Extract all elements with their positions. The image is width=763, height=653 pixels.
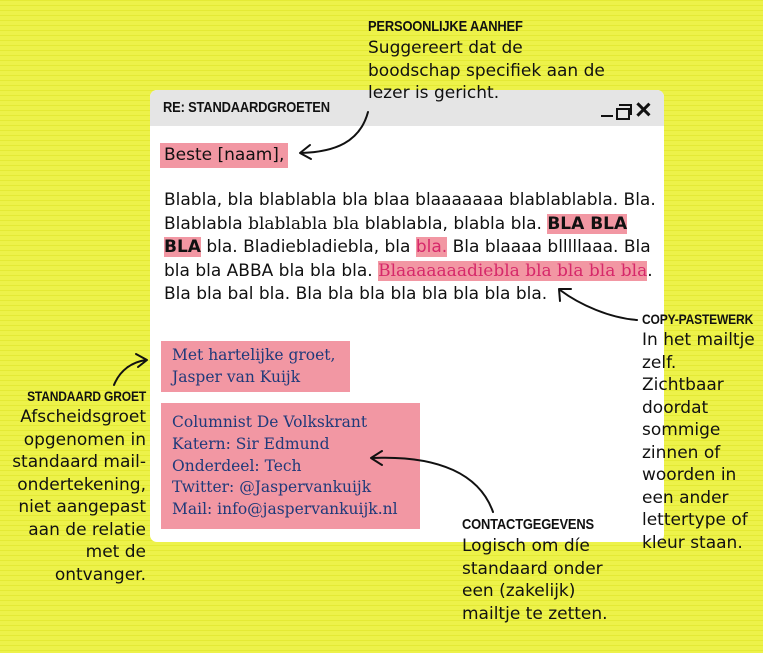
annotation-body: Logisch om díe standaard onder een (zakelijk) mailtje te zetten. xyxy=(462,536,608,624)
annotation-body: In het mailtje zelf. Zichtbaar doordat sommige zinnen of woorden in een ander lettertype of kleur staan. xyxy=(642,330,755,553)
arrow-icon xyxy=(301,112,368,153)
greeting-line: Beste [naam], xyxy=(160,143,288,168)
body-text: Blabla, bla blablabla bla blaa blaaaaaaa blablablabla. Bla. Blablabla xyxy=(164,190,656,234)
signoff-name: Jasper van Kuijk xyxy=(172,367,301,386)
signoff-line: Met hartelijke groet, xyxy=(172,346,336,364)
signature-line: Mail: info@jaspervankuijk.nl xyxy=(172,500,398,519)
body-serif-text: blablabla bla xyxy=(248,213,360,234)
annotation-title: COPY-PASTEWERK xyxy=(642,311,754,327)
body-magenta-serif-highlight: Blaaaaaaadiebla bla bla bla bla xyxy=(378,260,648,281)
window-title: RE: STANDAARDGROETEN xyxy=(163,99,330,116)
arrow-icon xyxy=(372,458,493,512)
body-text: bla. Bladiebladiebla, bla xyxy=(200,237,416,257)
signature-line: Onderdeel: Tech xyxy=(172,456,302,475)
signature-line: Katern: Sir Edmund xyxy=(172,434,330,453)
body-text: Bla blaaaa blllllaaa. Bla bla bla ABBA bla bla bla. xyxy=(164,237,651,281)
annotation-title: PERSOONLIJKE AANHEF xyxy=(368,18,523,35)
annotation-title: STANDAARD GROET xyxy=(27,388,146,404)
annotation-title: CONTACTGEGEVENS xyxy=(462,516,594,533)
signature-line: Twitter: @Jaspervankuijk xyxy=(172,478,372,497)
body-text: blablabla, blabla bla. xyxy=(359,213,548,234)
body-text: Bla bla bal bla. Bla bla bla bla bla bla bla bla. xyxy=(164,284,548,304)
signature-line: Columnist De Volkskrant xyxy=(172,413,368,431)
annotation-body: Suggereert dat de boodschap specifiek aan de lezer is gericht. xyxy=(368,38,605,103)
body-magenta-highlight: bla. xyxy=(415,237,448,257)
annotation-body: Afscheidsgroet opgenomen in standaard mail-ondertekening, niet aangepast aan de relatie met de ontvanger. xyxy=(12,407,146,585)
arrow-icon xyxy=(560,290,637,320)
body-bold-highlight: BLA BLA BLA xyxy=(164,213,628,257)
body-text: . xyxy=(647,260,653,281)
